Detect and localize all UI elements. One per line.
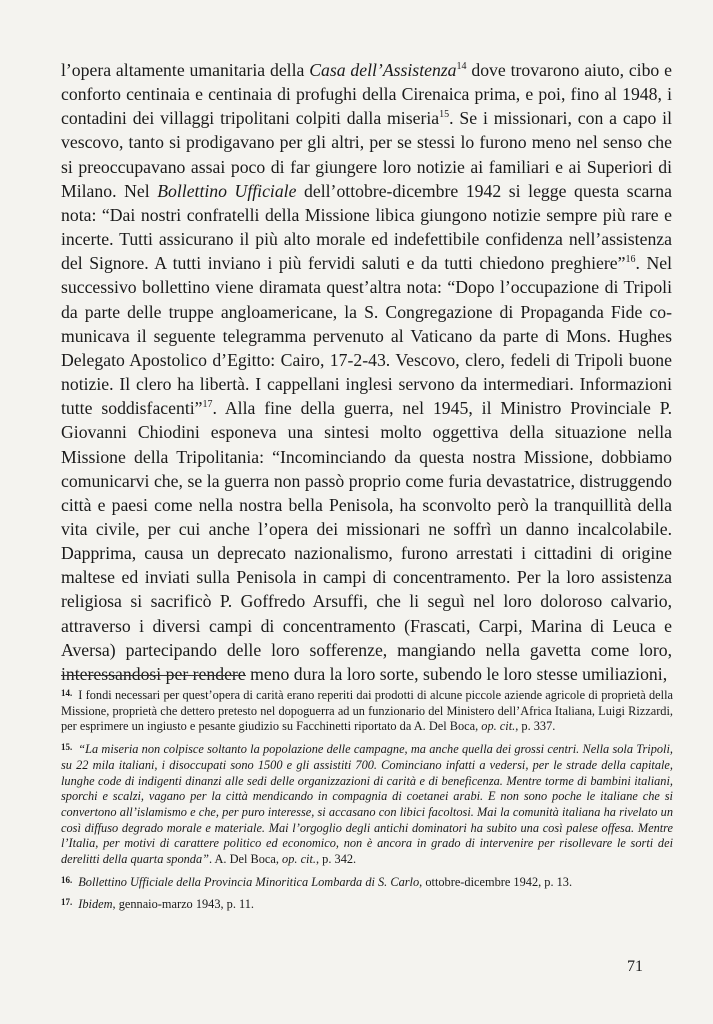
footnote-text: . A. Del Boca,	[209, 852, 283, 867]
footnote-citation: op. cit.	[481, 719, 516, 734]
body-text-segment: . Se i missionari, con a capo il vescovo, tanto si prodigavano per gli altri, per se stessi lo furono meno nel senso che si preoccupavano assai poco di far giungere loro notizie ai familiari e ai Superiori di Milano. Nel	[61, 108, 672, 201]
italic-title-casa-assistenza: Casa dell’Assistenza	[309, 60, 457, 80]
body-text-segment: l’opera altamente umanitaria della	[61, 60, 310, 80]
main-paragraph	[61, 58, 672, 686]
footnote-number: 17.	[61, 897, 73, 908]
footnote-ref-14[interactable]: 14	[456, 61, 467, 72]
footnote-17	[61, 895, 673, 913]
footnotes-section	[61, 686, 673, 918]
footnote-ref-16[interactable]: 16	[625, 254, 636, 266]
footnote-15	[61, 740, 673, 868]
footnote-text: , p. 342.	[316, 852, 357, 867]
footnote-citation: Ibidem	[78, 897, 113, 912]
body-text-segment: . Alla fine della guerra, nel 1945, il Ministro Provinciale P. Giovanni Chiodini esponeva una sintesi molto oggettiva della situazione nella Missione della Tripolitania: “Incominciando da questa nostra Missione, dobbiamo comunicarvi che, se la guerra non passò proprio come furia devastatrice, distruggendo città e paesi come nella nostra bella Penisola, ha sconvolto però la tranquillità della vita civile, per cui anche l’opera dei missionari ne soffrì un danno incalcolabile. Dapprima, causa un deprecato nazionalismo, furono arrestati i cittadini di origine maltese ed inviati sulla Penisola in campi di concentramento. Per la loro assistenza religiosa si sacrificò P. Goffredo Arsuffi, che li seguì nel loro doloroso calvario, attraverso i diversi campi di concentramento (Frascati, Carpi, Marina di Leuca e Aversa) partecipando delle loro sofferenze, mangiando nella gavetta come loro, interessandosi per rendere meno dura la loro sorte, subendo le loro stesse umiliazioni,	[61, 398, 672, 684]
footnote-number: 15.	[61, 742, 73, 753]
footnote-text: , ottobre-dicembre 1942, p. 13.	[419, 874, 573, 889]
italic-title-bollettino: Bollettino Ufficiale	[157, 180, 297, 201]
footnote-text: , gennaio-marzo 1943, p. 11.	[112, 897, 254, 912]
footnote-text: , p. 337.	[515, 719, 556, 734]
body-text-segment: dell’ottobre-dicembre 1942 si legge questa scarna nota: “Dai nostri confratelli della Missione libica giungono notizie sempre più rare e incerte. Tutti assicurano il più alto morale ed indefettibile confidenza nell’assistenza del Signore. A tutti inviano i più fervidi saluti e da tutti chiedono preghiere”	[61, 180, 672, 274]
footnote-quote: “La miseria non colpisce soltanto la popolazione delle campagne, ma anche quella dei grossi centri. Nella sola Tripoli, su 22 mila italiani, i disoccupati sono 1500 e gli assistiti 700. Cominciano infatti a vedersi, per le strade della capitale, lunghe code di indigenti dinanzi alle sedi delle organizzazioni di carità e di beneficenza. Mentre torme di bambini italiani, sporchi e scalzi, vagano per la città mendicando in compagnia di coetanei arabi. E non sono poche le italiane che si convertono all’islamismo e che, per puro interesse, si accasano con libici facoltosi. Mai la comunità italiana ha rivelato un così diffuso degrado morale e materiale. Mai l’orgoglio degli antichi dominatori ha subito una così palese offesa. Mentre l’Italia, per motivi di carattere politico ed economico, non è ancora in grado di intervenire per risollevare le sorti dei derelitti della quarta sponda”	[61, 742, 673, 867]
footnote-divider	[61, 675, 246, 676]
body-text-segment: . Nel successivo bollettino viene diramata quest’altra nota: “Dopo l’occupazione di Tripoli da parte delle truppe angloamericane, la S. Congregazione di Propaganda Fide comunicava il seguente telegramma pervenuto al Vaticano da parte di Mons. Hughes Delegato Apostolico d’Egitto: Cairo, 17-2-43. Vescovo, clero, fedeli di Tripoli buone notizie. Il clero ha libertà. I cappellani inglesi servono da intermediari. Informazioni tutte soddisfacenti”	[61, 253, 672, 419]
footnote-ref-15[interactable]: 15	[439, 109, 450, 121]
footnote-14	[61, 686, 673, 735]
footnote-number: 14.	[61, 688, 73, 698]
footnote-16	[61, 873, 673, 891]
page-number: 71	[627, 958, 643, 975]
footnote-citation: op. cit.	[282, 852, 316, 867]
body-text-segment: dove trovarono aiuto, cibo e conforto centinaia e centinaia di profughi della Cirenaica prima, e poi, fino al 1948, i contadini dei villaggi tripolitani colpiti dalla miseria	[61, 60, 672, 129]
footnote-ref-17[interactable]: 17	[202, 399, 213, 411]
footnote-text: I fondi necessari per quest’opera di carità erano reperiti dai prodotti di alcune piccole aziende agricole di proprietà della Missione, proprietà che dettero pretesto nel dopoguerra ad un funzionario del Ministero dell’Africa Italiana, Luigi Rizzardi, per esprimere un ingiusto e pesante giudizio su Facchinetti riportato da A. Del Boca,	[61, 688, 673, 734]
footnote-citation: Bollettino Ufficiale della Provincia Minoritica Lombarda di S. Carlo	[78, 874, 420, 889]
footnote-number: 16.	[61, 874, 73, 885]
